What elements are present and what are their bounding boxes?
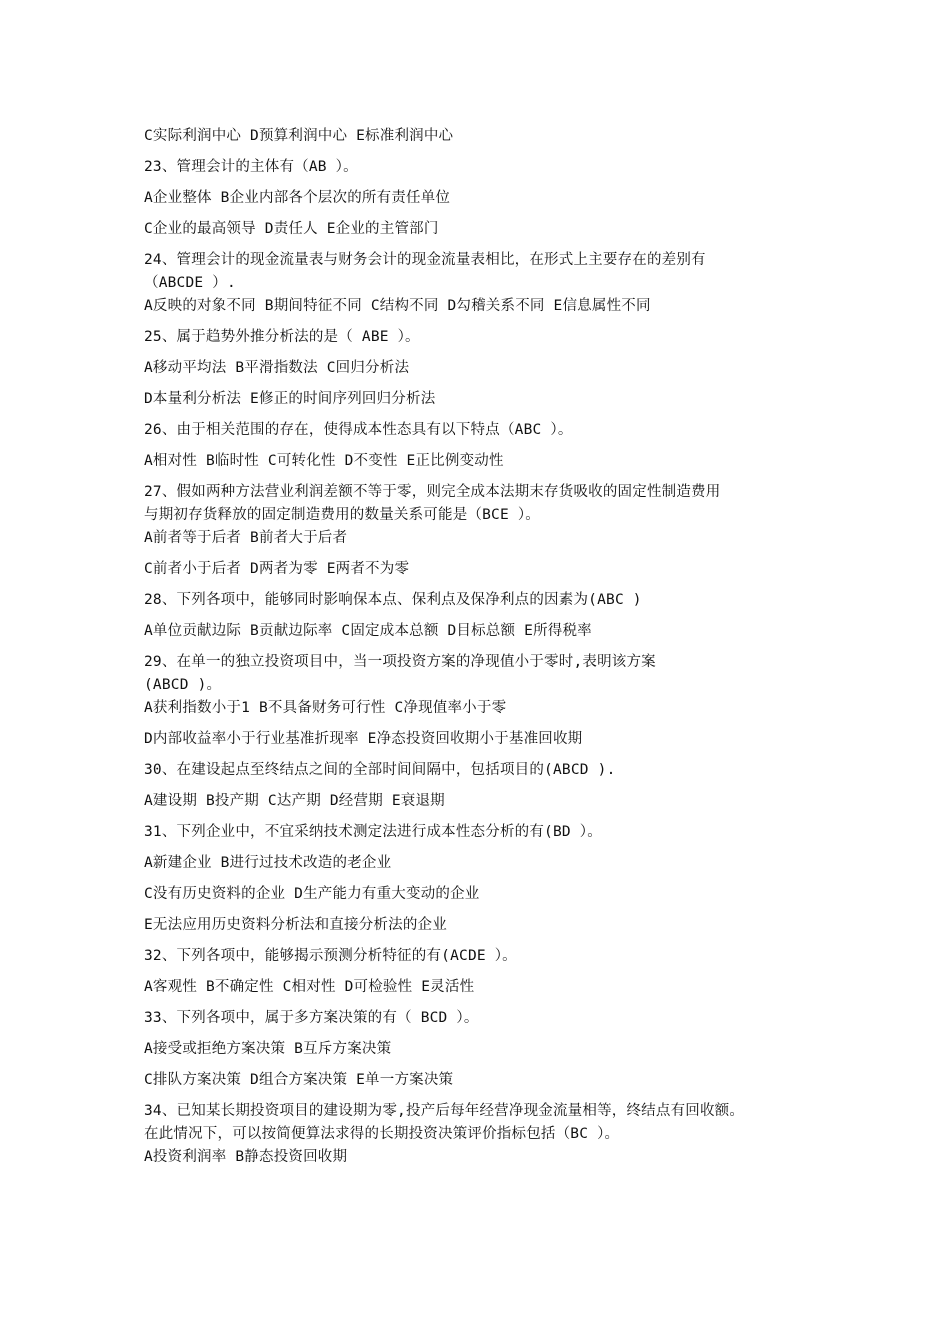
text-line: A相对性 B临时性 C可转化性 D不变性 E正比例变动性 <box>144 453 504 469</box>
text-line: A企业整体 B企业内部各个层次的所有责任单位 <box>144 190 451 206</box>
text-line: C前者小于后者 D两者为零 E两者不为零 <box>144 561 410 577</box>
document-body <box>144 124 834 1176</box>
question-30: 30、在建设起点至终结点之间的全部时间间隔中，包括项目的(ABCD ). <box>144 762 616 778</box>
text-line: A获利指数小于1 B不具备财务可行性 C净现值率小于零 <box>144 700 507 716</box>
question-29-continued: (ABCD )。 <box>144 677 222 693</box>
question-34-continued: 在此情况下，可以按简便算法求得的长期投资决策评价指标包括（BC ）。 <box>144 1126 620 1142</box>
text-line: C实际利润中心 D预算利润中心 E标准利润中心 <box>144 128 454 144</box>
text-line: A建设期 B投产期 C达产期 D经营期 E衰退期 <box>144 793 445 809</box>
question-26: 26、由于相关范围的存在，使得成本性态具有以下特点（ABC ）。 <box>144 422 573 438</box>
question-31: 31、下列企业中，不宜采纳技术测定法进行成本性态分析的有(BD ）。 <box>144 824 602 840</box>
text-line: D内部收益率小于行业基准折现率 E净态投资回收期小于基准回收期 <box>144 731 583 747</box>
question-25: 25、属于趋势外推分析法的是（ ABE ）。 <box>144 329 420 345</box>
question-27-continued: 与期初存货释放的固定制造费用的数量关系可能是（BCE ）。 <box>144 507 540 523</box>
text-line: A客观性 B不确定性 C相对性 D可检验性 E灵活性 <box>144 979 475 995</box>
question-28: 28、下列各项中，能够同时影响保本点、保利点及保净利点的因素为(ABC ) <box>144 592 642 608</box>
text-line: D本量利分析法 E修正的时间序列回归分析法 <box>144 391 436 407</box>
question-29: 29、在单一的独立投资项目中，当一项投资方案的净现值小于零时,表明该方案 <box>144 654 656 670</box>
text-line: C排队方案决策 D组合方案决策 E单一方案决策 <box>144 1072 454 1088</box>
question-32: 32、下列各项中，能够揭示预测分析特征的有(ACDE ）。 <box>144 948 517 964</box>
question-23: 23、管理会计的主体有（AB ）。 <box>144 159 358 175</box>
text-line: A接受或拒绝方案决策 B互斥方案决策 <box>144 1041 392 1057</box>
text-line: A移动平均法 B平滑指数法 C回归分析法 <box>144 360 410 376</box>
text-line: A新建企业 B进行过技术改造的老企业 <box>144 855 392 871</box>
question-24: 24、管理会计的现金流量表与财务会计的现金流量表相比，在形式上主要存在的差别有 <box>144 252 706 268</box>
text-line: A单位贡献边际 B贡献边际率 C固定成本总额 D目标总额 E所得税率 <box>144 623 592 639</box>
question-27: 27、假如两种方法营业利润差额不等于零，则完全成本法期末存货吸收的固定性制造费用 <box>144 484 721 500</box>
question-24-continued: （ABCDE ）. <box>144 275 236 291</box>
text-line: E无法应用历史资料分析法和直接分析法的企业 <box>144 917 447 933</box>
question-34: 34、已知某长期投资项目的建设期为零,投产后每年经营净现金流量相等，终结点有回收额。 <box>144 1103 745 1119</box>
question-33: 33、下列各项中，属于多方案决策的有（ BCD ）。 <box>144 1010 479 1026</box>
text-line: C没有历史资料的企业 D生产能力有重大变动的企业 <box>144 886 480 902</box>
text-line: C企业的最高领导 D责任人 E企业的主管部门 <box>144 221 439 237</box>
text-line: A反映的对象不同 B期间特征不同 C结构不同 D勾稽关系不同 E信息属性不同 <box>144 298 651 314</box>
text-line: A投资利润率 B静态投资回收期 <box>144 1149 348 1165</box>
text-line: A前者等于后者 B前者大于后者 <box>144 530 348 546</box>
